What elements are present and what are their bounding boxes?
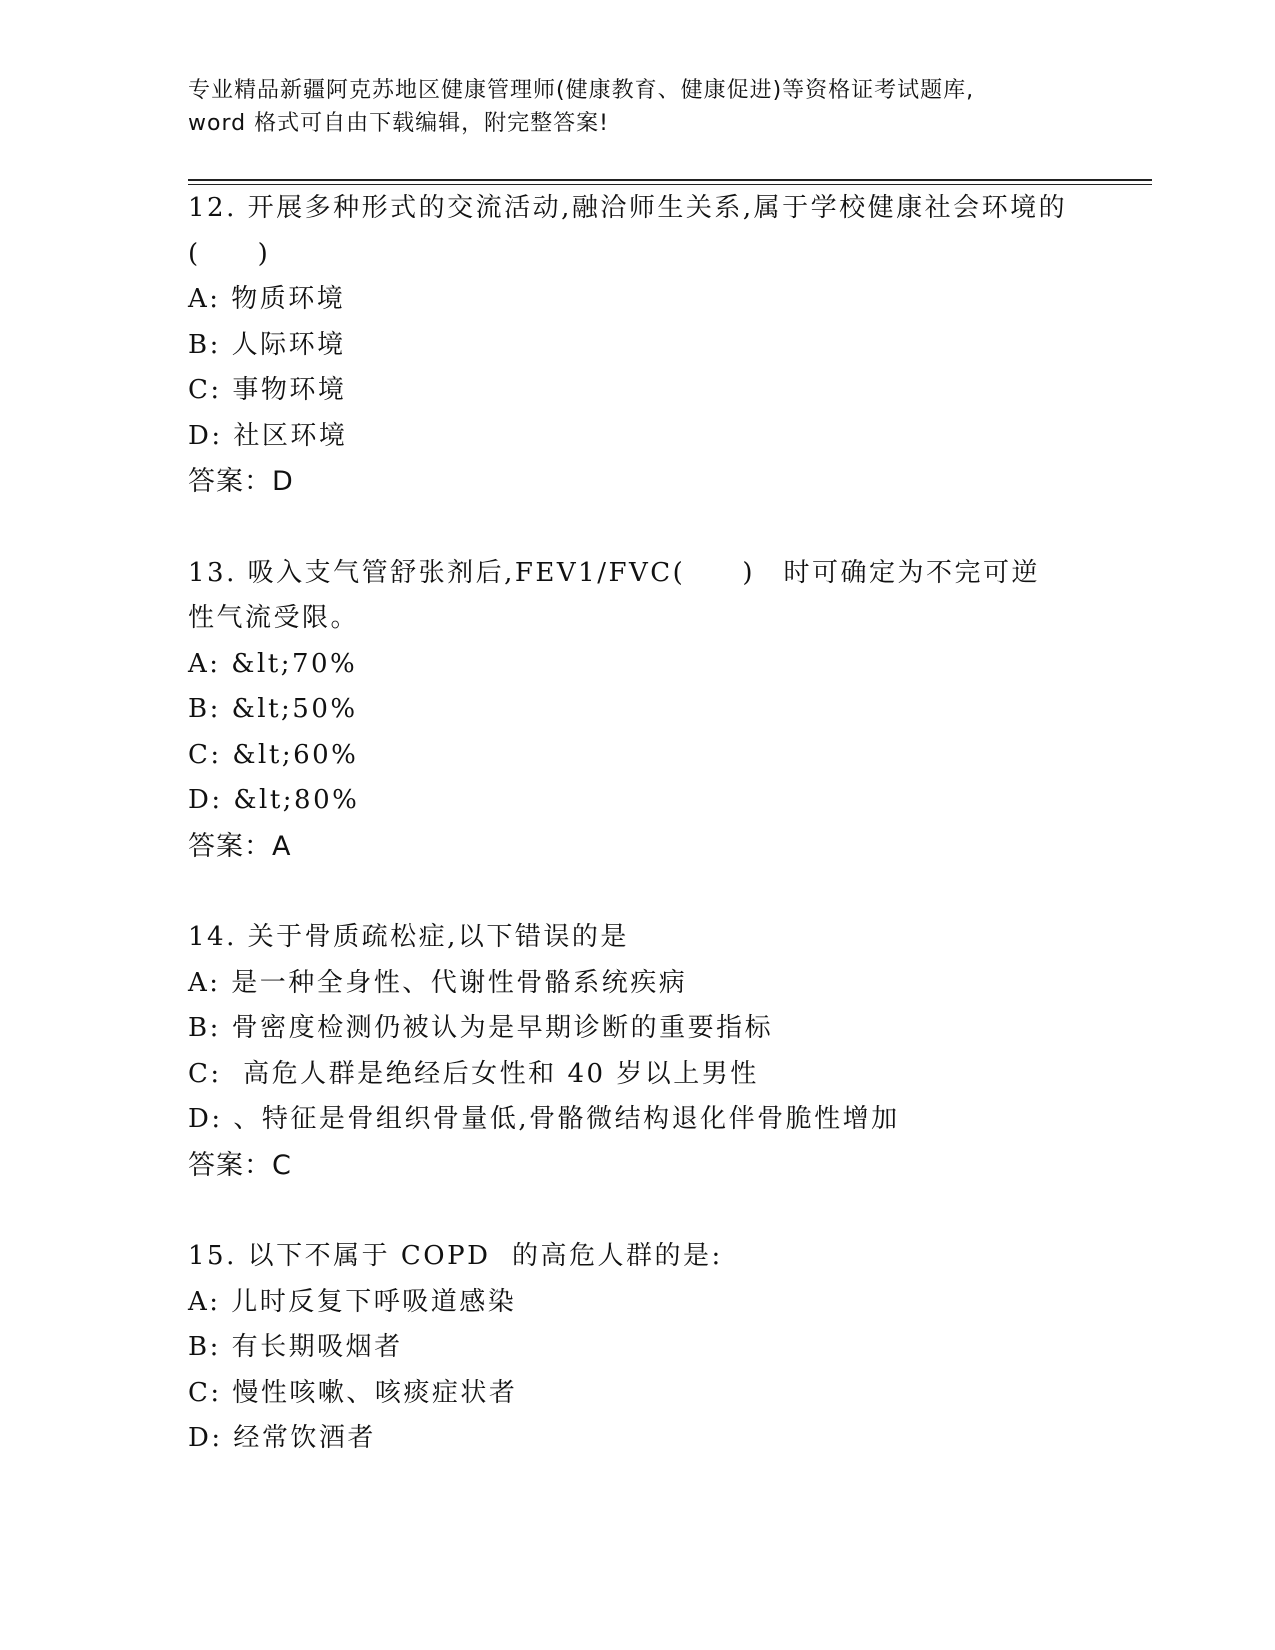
question-stem: 13. 吸入支气管舒张剂后,FEV1/FVC( ) 时可确定为不完可逆性气流受限。 [188, 557, 1040, 633]
option-c: C: &lt;60% [188, 739, 359, 770]
option-c: C: 慢性咳嗽、咳痰症状者 [188, 1377, 518, 1408]
header-rule-thin [188, 184, 1152, 185]
question-13 [188, 551, 1088, 870]
question-stem: 12. 开展多种形式的交流活动,融洽师生关系,属于学校健康社会环境的( ) [188, 193, 1068, 269]
option-d: D: &lt;80% [188, 785, 360, 815]
option-b: B: &lt;50% [188, 694, 358, 724]
option-d: D: 社区环境 [188, 420, 348, 451]
header-line-2: word 格式可自由下载编辑，附完整答案! [188, 111, 609, 136]
option-c: C: 事物环境 [188, 375, 347, 405]
option-b: B: 人际环境 [188, 329, 346, 360]
option-a: A: &lt;70% [188, 648, 358, 679]
question-14 [188, 915, 1088, 1188]
question-stem: 14. 关于骨质疏松症,以下错误的是 [188, 922, 629, 952]
option-c: C: 高危人群是绝经后女性和 40 岁以上男性 [188, 1058, 759, 1089]
question-12 [188, 186, 1088, 505]
option-a: A: 物质环境 [188, 284, 346, 314]
option-a: A: 是一种全身性、代谢性骨骼系统疾病 [188, 967, 688, 998]
question-15 [188, 1234, 1088, 1462]
answer-label: 答案：D [188, 466, 294, 497]
option-a: A: 儿时反复下呼吸道感染 [188, 1286, 517, 1317]
question-list [188, 186, 1088, 1508]
answer-label: 答案：A [188, 830, 292, 862]
header-rule-thick [188, 179, 1152, 181]
document-header [188, 74, 1088, 140]
answer-label: 答案：C [188, 1149, 292, 1181]
option-d: D: 、特征是骨组织骨量低,骨骼微结构退化伴骨脆性增加 [188, 1104, 900, 1134]
option-d: D: 经常饮酒者 [188, 1423, 376, 1453]
option-b: B: 骨密度检测仍被认为是早期诊断的重要指标 [188, 1013, 774, 1043]
question-stem: 15. 以下不属于 COPD 的高危人群的是: [188, 1241, 723, 1271]
header-line-1: 专业精品新疆阿克苏地区健康管理师(健康教育、健康促进)等资格证考试题库, [188, 78, 975, 103]
option-b: B: 有长期吸烟者 [188, 1332, 403, 1362]
